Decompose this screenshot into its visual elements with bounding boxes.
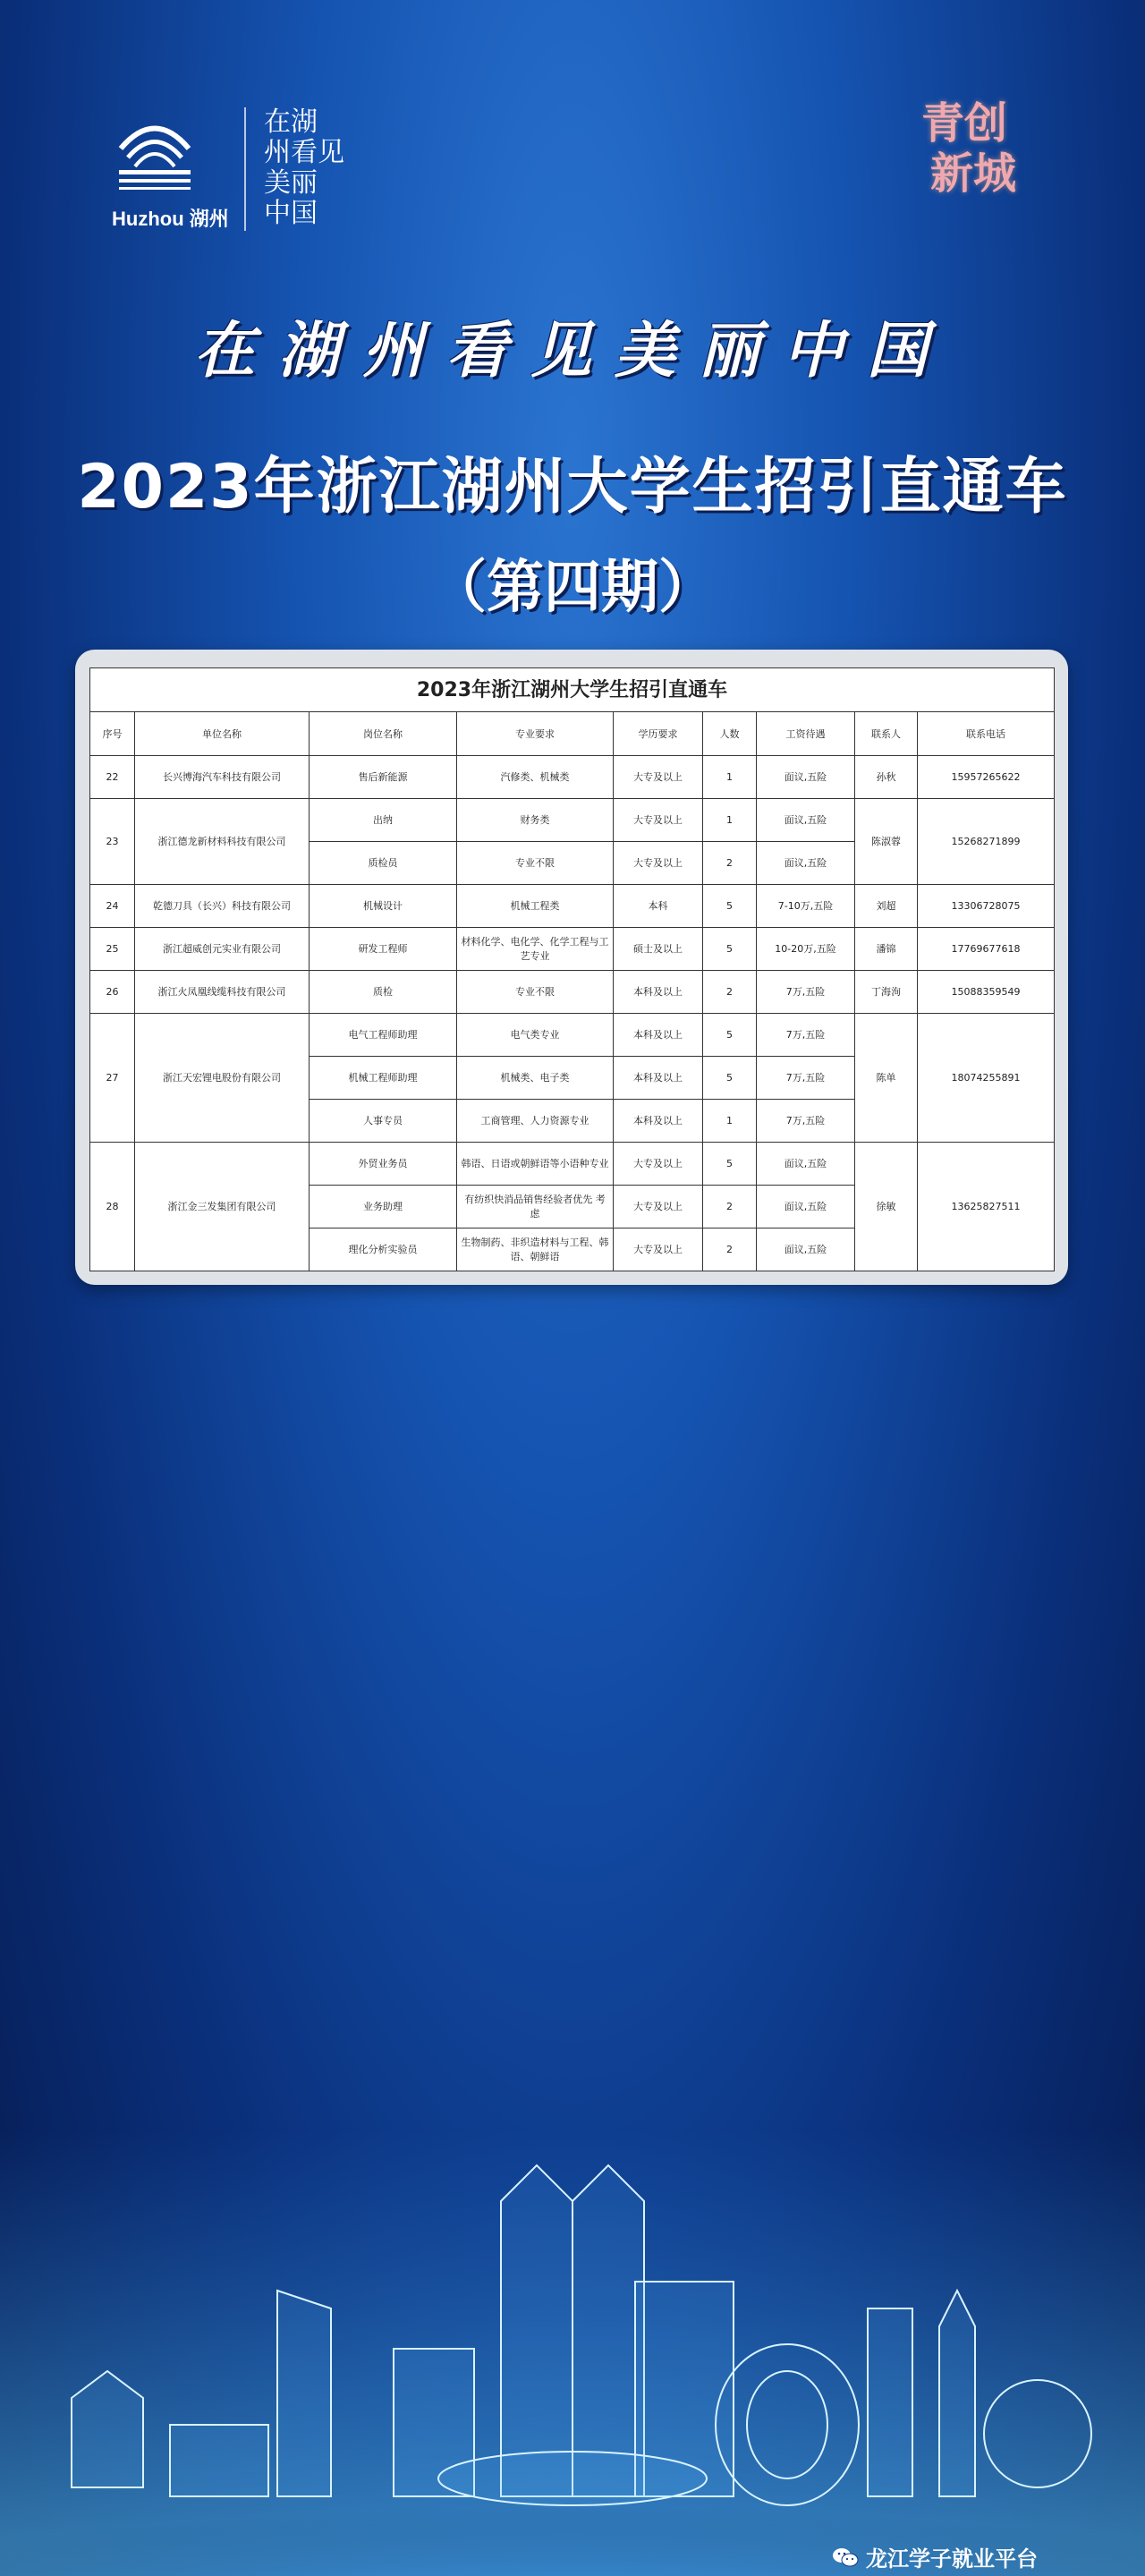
headline-slogan: 在湖州看见美丽中国	[193, 315, 951, 387]
logo-slogan	[264, 107, 371, 231]
cell-company: 浙江天宏锂电股份有限公司	[135, 1014, 310, 1143]
cell-salary: 面议,五险	[757, 1186, 855, 1228]
cell-salary: 7万,五险	[757, 1100, 855, 1143]
cell-count: 5	[703, 1057, 757, 1100]
cell-position: 人事专员	[310, 1100, 457, 1143]
job-table	[89, 667, 1055, 1271]
cell-major: 电气类专业	[457, 1014, 614, 1057]
slogan-line: 在湖	[264, 106, 318, 138]
cell-major: 汽修类、机械类	[457, 756, 614, 799]
cell-education: 大专及以上	[614, 1143, 703, 1186]
cell-major: 财务类	[457, 799, 614, 842]
cell-company: 长兴博海汽车科技有限公司	[135, 756, 310, 799]
cell-education: 大专及以上	[614, 1186, 703, 1228]
wechat-account-name: 龙江学子就业平台	[866, 2546, 1038, 2572]
city-skyline-illustration	[0, 2130, 1145, 2576]
cell-salary: 面议,五险	[757, 1228, 855, 1271]
cell-contact: 陈单	[855, 1014, 918, 1143]
cell-company: 浙江德龙新材料科技有限公司	[135, 799, 310, 885]
cell-position: 电气工程师助理	[310, 1014, 457, 1057]
right-logo-line: 新城	[930, 149, 1017, 199]
cell-count: 1	[703, 1100, 757, 1143]
cell-contact: 孙秋	[855, 756, 918, 799]
column-header: 专业要求	[457, 712, 614, 756]
cell-salary: 面议,五险	[757, 842, 855, 885]
cell-major: 有纺织快消品销售经验者优先 考虑	[457, 1186, 614, 1228]
table-row	[90, 928, 1055, 971]
brand-name: Huzhou 湖州	[112, 208, 229, 230]
cell-education: 本科及以上	[614, 1100, 703, 1143]
cell-position: 业务助理	[310, 1186, 457, 1228]
cell-contact: 潘锦	[855, 928, 918, 971]
cell-phone: 15957265622	[918, 756, 1055, 799]
period-label: （第四期）	[429, 555, 716, 621]
wechat-icon	[832, 2546, 859, 2568]
cell-phone: 15268271899	[918, 799, 1055, 885]
cell-no: 27	[90, 1014, 135, 1143]
cell-education: 本科	[614, 885, 703, 928]
cell-company: 乾德刀具（长兴）科技有限公司	[135, 885, 310, 928]
cell-position: 机械工程师助理	[310, 1057, 457, 1100]
cell-contact: 陈淑蓉	[855, 799, 918, 885]
cell-count: 5	[703, 885, 757, 928]
cell-no: 23	[90, 799, 135, 885]
cell-major: 专业不限	[457, 842, 614, 885]
column-header: 单位名称	[135, 712, 310, 756]
cell-contact: 徐敏	[855, 1143, 918, 1271]
cell-major: 生物制药、非织造材料与工程、韩语、朝鲜语	[457, 1228, 614, 1271]
cell-no: 25	[90, 928, 135, 971]
cell-education: 硕士及以上	[614, 928, 703, 971]
cell-contact: 丁海洵	[855, 971, 918, 1014]
wechat-account	[832, 2541, 1038, 2572]
cell-position: 售后新能源	[310, 756, 457, 799]
column-header: 岗位名称	[310, 712, 457, 756]
cell-position: 质检	[310, 971, 457, 1014]
slogan-line: 州看见	[264, 137, 344, 168]
cell-count: 1	[703, 756, 757, 799]
table-header-row	[90, 712, 1055, 756]
huzhou-emblem-icon	[112, 113, 198, 199]
cell-education: 本科及以上	[614, 1014, 703, 1057]
table-row	[90, 1014, 1055, 1057]
table-row	[90, 756, 1055, 799]
column-header: 人数	[703, 712, 757, 756]
cell-salary: 7万,五险	[757, 1057, 855, 1100]
cell-company: 浙江火凤凰线缆科技有限公司	[135, 971, 310, 1014]
cell-phone: 13625827511	[918, 1143, 1055, 1271]
cell-count: 2	[703, 842, 757, 885]
cell-education: 本科及以上	[614, 971, 703, 1014]
cell-position: 研发工程师	[310, 928, 457, 971]
column-header: 工资待遇	[757, 712, 855, 756]
cell-phone: 17769677618	[918, 928, 1055, 971]
cell-education: 大专及以上	[614, 842, 703, 885]
cell-salary: 7万,五险	[757, 971, 855, 1014]
cell-education: 本科及以上	[614, 1057, 703, 1100]
cell-salary: 面议,五险	[757, 799, 855, 842]
cell-count: 5	[703, 1143, 757, 1186]
cell-major: 机械类、电子类	[457, 1057, 614, 1100]
cell-count: 2	[703, 1228, 757, 1271]
page-title: 2023年浙江湖州大学生招引直通车	[77, 452, 1068, 523]
cell-major: 工商管理、人力资源专业	[457, 1100, 614, 1143]
cell-no: 28	[90, 1143, 135, 1271]
cell-position: 出纳	[310, 799, 457, 842]
cell-salary: 面议,五险	[757, 1143, 855, 1186]
qingchuang-logo	[921, 98, 1047, 242]
table-title: 2023年浙江湖州大学生招引直通车	[90, 668, 1055, 712]
cell-major: 材料化学、电化学、化学工程与工艺专业	[457, 928, 614, 971]
column-header: 联系电话	[918, 712, 1055, 756]
cell-position: 质检员	[310, 842, 457, 885]
column-header: 学历要求	[614, 712, 703, 756]
column-header: 序号	[90, 712, 135, 756]
table-row	[90, 1143, 1055, 1186]
table-row	[90, 885, 1055, 928]
cell-company: 浙江金三发集团有限公司	[135, 1143, 310, 1271]
cell-salary: 7万,五险	[757, 1014, 855, 1057]
cell-major: 韩语、日语或朝鲜语等小语种专业	[457, 1143, 614, 1186]
cell-major: 机械工程类	[457, 885, 614, 928]
table-row	[90, 971, 1055, 1014]
cell-position: 理化分析实验员	[310, 1228, 457, 1271]
cell-no: 22	[90, 756, 135, 799]
cell-count: 2	[703, 971, 757, 1014]
cell-salary: 10-20万,五险	[757, 928, 855, 971]
cell-education: 大专及以上	[614, 1228, 703, 1271]
cell-no: 26	[90, 971, 135, 1014]
cell-major: 专业不限	[457, 971, 614, 1014]
cell-education: 大专及以上	[614, 799, 703, 842]
cell-position: 机械设计	[310, 885, 457, 928]
cell-count: 2	[703, 1186, 757, 1228]
cell-position: 外贸业务员	[310, 1143, 457, 1186]
cell-phone: 18074255891	[918, 1014, 1055, 1143]
slogan-line: 美丽	[264, 167, 318, 199]
job-table-panel	[75, 650, 1068, 1285]
cell-phone: 13306728075	[918, 885, 1055, 928]
table-row	[90, 799, 1055, 842]
cell-salary: 面议,五险	[757, 756, 855, 799]
right-logo-line: 青创	[921, 98, 1008, 149]
cell-count: 1	[703, 799, 757, 842]
cell-phone: 15088359549	[918, 971, 1055, 1014]
column-header: 联系人	[855, 712, 918, 756]
cell-contact: 刘超	[855, 885, 918, 928]
cell-count: 5	[703, 1014, 757, 1057]
cell-salary: 7-10万,五险	[757, 885, 855, 928]
huzhou-logo	[112, 107, 371, 233]
cell-company: 浙江超威创元实业有限公司	[135, 928, 310, 971]
slogan-line: 中国	[264, 198, 318, 229]
cell-no: 24	[90, 885, 135, 928]
cell-education: 大专及以上	[614, 756, 703, 799]
logo-divider	[244, 107, 246, 231]
cell-count: 5	[703, 928, 757, 971]
